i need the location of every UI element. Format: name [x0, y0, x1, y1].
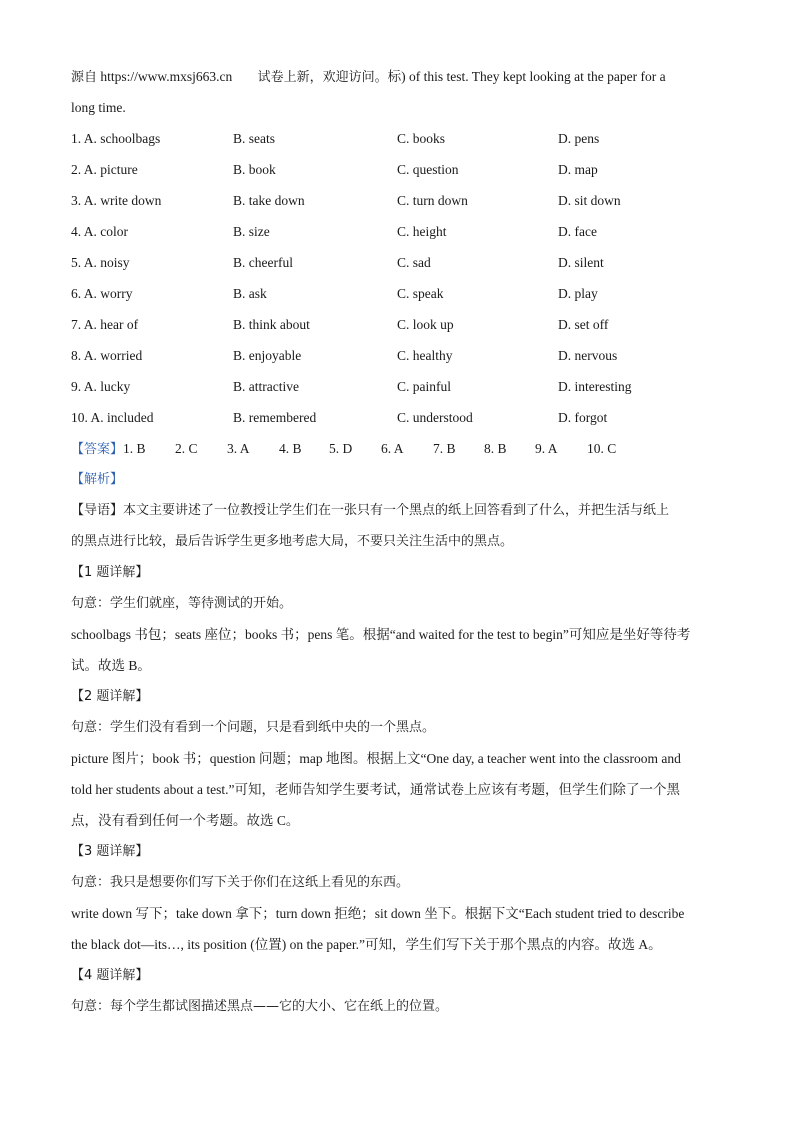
option-a: 5. A. noisy [71, 255, 130, 270]
option-row [71, 159, 731, 190]
option-c: C. books [397, 131, 446, 146]
option-d: D. silent [558, 255, 604, 270]
option-d: D. map [558, 162, 598, 177]
option-d: D. pens [558, 131, 600, 146]
options-list [71, 128, 731, 438]
option-d: D. face [558, 224, 597, 239]
answer-item: 7. B [433, 441, 456, 456]
option-d: D. nervous [558, 348, 618, 363]
answer-item: 5. D [329, 441, 353, 456]
option-a: 1. A. schoolbags [71, 131, 161, 146]
detail-1 [71, 562, 731, 686]
detail-heading: 【1 题详解】 [71, 565, 149, 580]
detail-line: 点，没有看到任何一个考题。故选 C。 [71, 813, 300, 828]
option-b: B. book [233, 162, 276, 177]
detail-meaning: 句意：每个学生都试图描述黑点——它的大小、它在纸上的位置。 [71, 999, 449, 1014]
option-c: C. height [397, 224, 447, 239]
option-a: 10. A. included [71, 410, 154, 425]
document-page [71, 66, 731, 1027]
source-line-2: long time. [71, 100, 126, 115]
option-b: B. attractive [233, 379, 299, 394]
option-d: D. interesting [558, 379, 632, 394]
option-b: B. remembered [233, 410, 317, 425]
answer-item: 3. A [227, 441, 250, 456]
option-row [71, 252, 731, 283]
source-prefix: 源自 [71, 70, 98, 85]
option-d: D. forgot [558, 410, 608, 425]
option-row [71, 314, 731, 345]
detail-2 [71, 686, 731, 841]
detail-meaning: 句意：我只是想要你们写下关于你们在这纸上看见的东西。 [71, 875, 410, 890]
detail-line: write down 写下；take down 拿下；turn down 拒绝；sit down 坐下。根据下文“Each student tried to describe [71, 906, 685, 921]
answer-item: 1. B [123, 441, 146, 456]
detail-line: schoolbags 书包；seats 座位；books 书；pens 笔。根据“and waited for the test to begin”可知应是坐好等待考 [71, 627, 691, 642]
option-d: D. set off [558, 317, 609, 332]
detail-4 [71, 965, 731, 1027]
answer-item: 8. B [484, 441, 507, 456]
detail-3 [71, 841, 731, 965]
guide-paragraph [71, 500, 731, 562]
answer-item: 4. B [279, 441, 302, 456]
option-b: B. take down [233, 193, 305, 208]
answer-item: 9. A [535, 441, 558, 456]
option-b: B. size [233, 224, 270, 239]
option-a: 6. A. worry [71, 286, 133, 301]
source-line [71, 66, 731, 97]
option-row [71, 128, 731, 159]
detail-line: picture 图片；book 书；question 问题；map 地图。根据上文“One day, a teacher went into the classroom and [71, 751, 681, 766]
option-d: D. play [558, 286, 598, 301]
detail-line: 试。故选 B。 [71, 658, 151, 673]
option-row [71, 221, 731, 252]
option-row [71, 376, 731, 407]
option-c: C. turn down [397, 193, 468, 208]
source-tail: 标) of this test. They kept looking at the paper for a [387, 69, 666, 84]
guide-line: 的黑点进行比较，最后告诉学生更多地考虑大局，不要只关注生活中的黑点。 [71, 534, 514, 549]
detail-heading: 【3 题详解】 [71, 844, 149, 859]
option-b: B. seats [233, 131, 275, 146]
option-c: C. painful [397, 379, 451, 394]
option-row [71, 407, 731, 438]
option-c: C. sad [397, 255, 431, 270]
option-row [71, 190, 731, 221]
option-a: 9. A. lucky [71, 379, 131, 394]
guide-line: 【导语】本文主要讲述了一位教授让学生们在一张只有一个黑点的纸上回答看到了什么，并把生活与纸上 [71, 503, 670, 518]
option-b: B. ask [233, 286, 267, 301]
answer-label: 【答案】 [71, 442, 124, 457]
answer-row [71, 438, 731, 469]
detail-heading: 【2 题详解】 [71, 689, 149, 704]
option-a: 2. A. picture [71, 162, 138, 177]
option-a: 7. A. hear of [71, 317, 139, 332]
detail-line: the black dot—its…, its position (位置) on the paper.”可知，学生们写下关于那个黑点的内容。故选 A。 [71, 937, 662, 952]
answer-item: 10. C [587, 441, 617, 456]
detail-heading: 【4 题详解】 [71, 968, 149, 983]
answer-item: 2. C [175, 441, 198, 456]
option-row [71, 345, 731, 376]
option-b: B. enjoyable [233, 348, 302, 363]
option-a: 4. A. color [71, 224, 128, 239]
option-row [71, 283, 731, 314]
analysis-label: 【解析】 [71, 472, 124, 487]
option-a: 3. A. write down [71, 193, 162, 208]
option-b: B. think about [233, 317, 310, 332]
option-c: C. look up [397, 317, 454, 332]
option-c: C. healthy [397, 348, 453, 363]
answer-item: 6. A [381, 441, 404, 456]
detail-meaning: 句意：学生们就座，等待测试的开始。 [71, 596, 293, 611]
detail-line: told her students about a test.”可知，老师告知学生要考试，通常试卷上应该有考题，但学生们除了一个黑 [71, 782, 680, 797]
detail-meaning: 句意：学生们没有看到一个问题，只是看到纸中央的一个黑点。 [71, 720, 436, 735]
option-c: C. understood [397, 410, 473, 425]
option-c: C. speak [397, 286, 444, 301]
source-url[interactable]: https://www.mxsj663.cn [100, 69, 233, 84]
option-d: D. sit down [558, 193, 621, 208]
option-a: 8. A. worried [71, 348, 143, 363]
option-b: B. cheerful [233, 255, 293, 270]
option-c: C. question [397, 162, 459, 177]
source-notice: 试卷上新，欢迎访问。 [257, 70, 388, 85]
